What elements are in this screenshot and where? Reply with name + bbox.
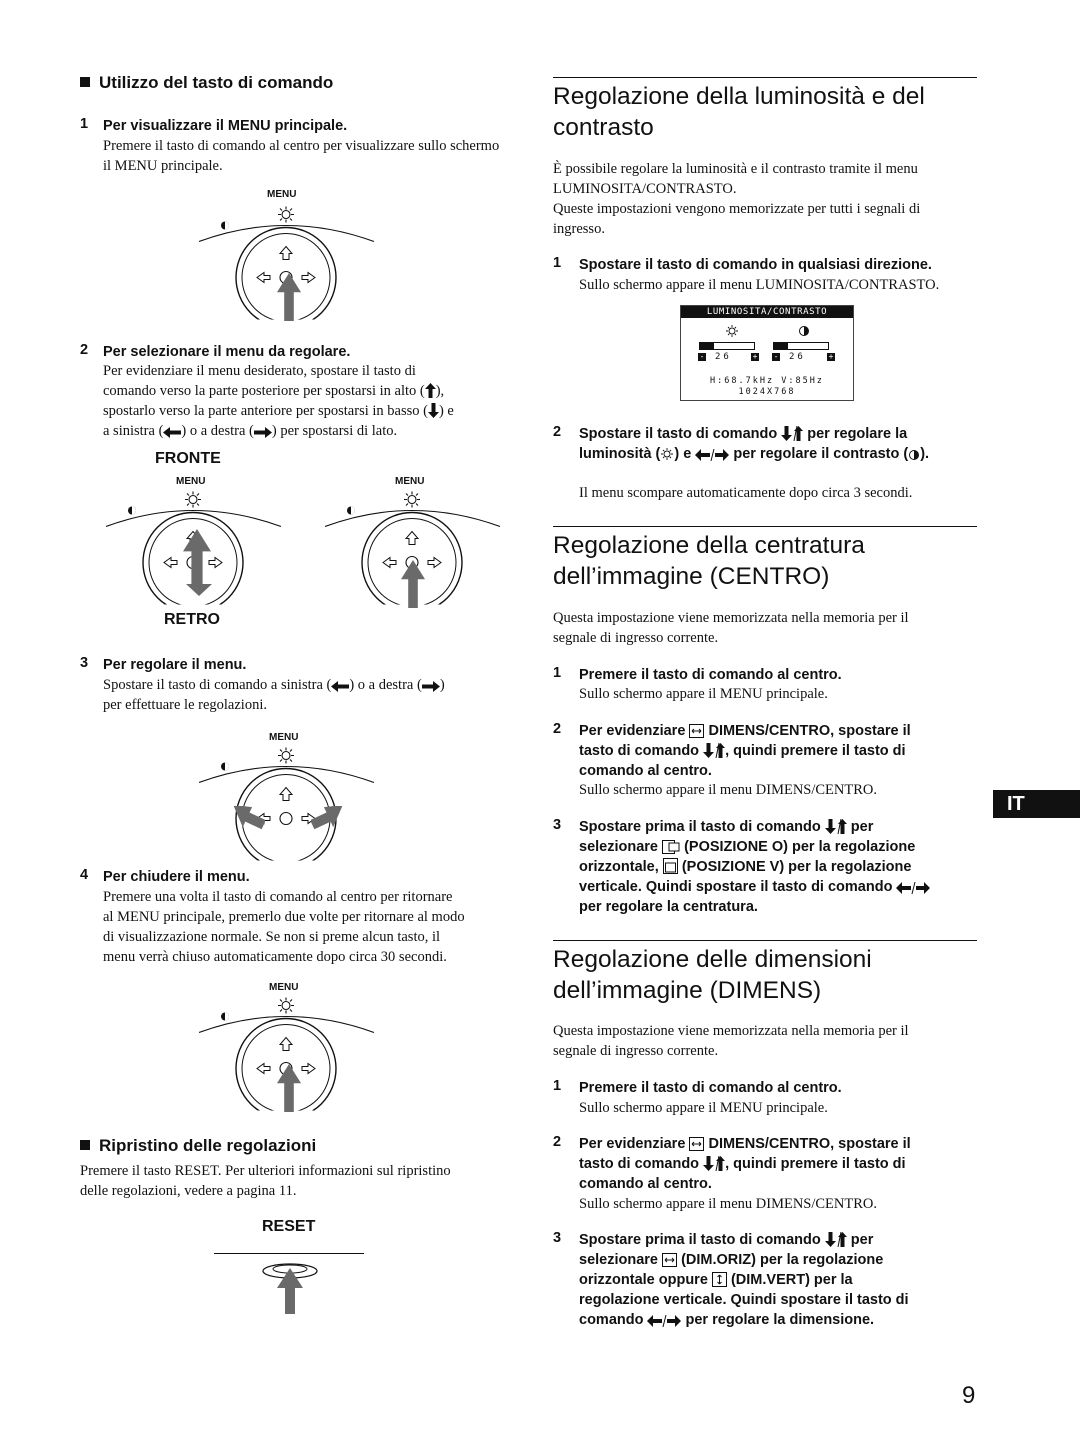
- arrow-left-icon: [163, 427, 181, 438]
- contrast-level-bar: [773, 342, 829, 350]
- brightness-level-fill: [700, 343, 714, 349]
- brightness-value: 26: [715, 352, 732, 362]
- step-title: Per evidenziare DIMENS/CENTRO, spostare il tasto di comando , quindi premere il tasto di comando al centro.: [579, 1136, 911, 1192]
- arrow-right-icon: [422, 681, 440, 692]
- arrow-up-icon: [425, 383, 436, 398]
- step-number: 3: [553, 817, 562, 833]
- contrast-level-fill: [774, 343, 788, 349]
- minus-icon: -: [773, 352, 779, 361]
- contrast-value: 26: [789, 352, 806, 362]
- panel-edge-line: [214, 1253, 364, 1254]
- arrow-left-right-icon: [647, 1315, 681, 1327]
- reset-label: RESET: [262, 1218, 316, 1235]
- arrow-right-icon: [311, 806, 347, 836]
- osd-brightness-contrast-menu: [680, 305, 854, 401]
- section-rule: [553, 940, 977, 941]
- section-rule: [553, 77, 977, 78]
- plus-icon: +: [828, 352, 834, 361]
- step-number: 4: [80, 867, 89, 883]
- step-title: Premere il tasto di comando al centro.: [579, 1080, 842, 1096]
- arrow-down-icon: [186, 584, 212, 596]
- step-title: Per regolare il menu.: [103, 657, 247, 673]
- arrow-left-right-icon: [695, 449, 729, 461]
- arrow-left-right-icon: [896, 882, 930, 894]
- step-number: 3: [553, 1230, 562, 1246]
- arrow-up-icon: [276, 273, 302, 321]
- size-center-icon: [689, 724, 704, 738]
- step-title: Premere il tasto di comando al centro.: [579, 667, 842, 683]
- arrow-up-icon: [183, 522, 211, 592]
- step-title: Per chiudere il menu.: [103, 869, 250, 885]
- step-title: Per visualizzare il MENU principale.: [103, 118, 348, 134]
- arrow-down-up-icon: [825, 1232, 847, 1247]
- step-number: 2: [553, 424, 562, 440]
- v-position-icon: [663, 858, 678, 874]
- step-title: Spostare il tasto di comando in qualsiasi direzione.: [579, 257, 932, 273]
- centering-intro: Questa impostazione viene memorizzata nella memoria per il segnale di ingresso corrente.: [553, 610, 909, 646]
- arrow-down-icon: [428, 403, 439, 418]
- step-body: Premere il tasto di comando al centro per visualizzare sullo schermo il MENU principale.: [103, 138, 500, 174]
- brightness-intro: È possibile regolare la luminosità e il contrasto tramite il menu LUMINOSITA/CONTRASTO. Queste impostazioni vengono memorizzate per tutti i segnali di ingresso.: [553, 161, 921, 237]
- retro-label: RETRO: [164, 611, 220, 628]
- contrast-icon: [798, 325, 810, 337]
- step-number: 2: [553, 1134, 562, 1150]
- arrow-left-icon: [229, 806, 265, 836]
- plus-icon: +: [752, 352, 758, 361]
- menu-label: MENU: [176, 476, 206, 487]
- arrow-down-up-icon: [703, 743, 725, 758]
- brightness-icon: [725, 324, 739, 338]
- step-body: Il menu scompare automaticamente dopo circa 3 secondi.: [579, 485, 913, 501]
- bullet-square-icon: [80, 1140, 90, 1150]
- step-number: 2: [553, 721, 562, 737]
- fronte-label: FRONTE: [155, 450, 221, 467]
- joystick-press-center-illustration: [199, 187, 379, 322]
- step-number: 1: [80, 116, 89, 132]
- step-title: Per selezionare il menu da regolare.: [103, 344, 351, 360]
- osd-frequency: H:68.7kHz V:85Hz: [710, 376, 824, 386]
- arrow-down-up-icon: [703, 1156, 725, 1171]
- heading-centering: Regolazione della centratura dell’immagine (CENTRO): [553, 532, 865, 590]
- step-title: Spostare prima il tasto di comando per selezionare (POSIZIONE O) per la regolazione orizzontale, (POSIZIONE V) per la regolazione verticale. Quindi spostare il tasto di comando per regolare la centratura.: [579, 817, 989, 917]
- contrast-icon: [908, 449, 920, 461]
- reset-description: Premere il tasto RESET. Per ulteriori informazioni sul ripristino delle regolazioni, vedere a pagina 11.: [80, 1163, 451, 1199]
- minus-icon: -: [699, 352, 705, 361]
- step-title: Spostare il tasto di comando per regolare la luminosità ( ) e per regolare il contrasto ( ).: [579, 426, 930, 462]
- joystick-move-sideways-illustration: [199, 728, 379, 863]
- step-body: Sullo schermo appare il menu DIMENS/CENTRO.: [579, 782, 878, 798]
- arrow-down-up-icon: [781, 426, 803, 441]
- step-title: Per evidenziare DIMENS/CENTRO, spostare il tasto di comando , quindi premere il tasto di comando al centro.: [579, 723, 911, 779]
- page-number: 9: [962, 1382, 976, 1409]
- heading-brightness-contrast: Regolazione della luminosità e del contrasto: [553, 83, 925, 141]
- brightness-level-bar: [699, 342, 755, 350]
- joystick-move-down-illustration: [106, 472, 286, 607]
- step-body: Spostare il tasto di comando a sinistra ( ) o a destra ( ) per effettuare le regolazioni.: [103, 677, 445, 713]
- step-number: 3: [80, 655, 89, 671]
- bullet-square-icon: [80, 77, 90, 87]
- menu-label: MENU: [269, 982, 299, 993]
- reset-button-illustration: [258, 1258, 322, 1314]
- menu-label: MENU: [395, 476, 425, 487]
- section-rule: [553, 526, 977, 527]
- arrow-left-icon: [331, 681, 349, 692]
- brightness-icon: [660, 447, 674, 461]
- heading-size: Regolazione delle dimensioni dell’immagine (DIMENS): [553, 946, 872, 1004]
- menu-label: MENU: [269, 732, 299, 743]
- h-position-icon: [662, 840, 680, 854]
- section-heading-reset: Ripristino delle regolazioni: [80, 1136, 316, 1156]
- v-size-icon: [712, 1272, 727, 1287]
- step-body: Sullo schermo appare il MENU principale.: [579, 686, 828, 702]
- size-intro: Questa impostazione viene memorizzata nella memoria per il segnale di ingresso corrente.: [553, 1023, 909, 1059]
- arrow-down-up-icon: [825, 819, 847, 834]
- osd-resolution: 1024X768: [738, 387, 796, 397]
- menu-label: MENU: [267, 189, 297, 200]
- section-heading-joystick: Utilizzo del tasto di comando: [80, 73, 333, 93]
- step-number: 1: [553, 665, 562, 681]
- osd-title: LUMINOSITA/CONTRASTO: [681, 306, 853, 318]
- arrow-right-icon: [254, 427, 272, 438]
- step-body: Per evidenziare il menu desiderato, spostare il tasto di comando verso la parte posteriore per spostarsi in alto ( ), spostarlo verso la parte anteriore per spostarsi in basso ( ) e a sinistra ( ) o a destra ( ) per spostarsi di lato.: [103, 363, 454, 439]
- step-number: 1: [553, 255, 562, 271]
- step-body: Sullo schermo appare il menu LUMINOSITA/CONTRASTO.: [579, 277, 940, 293]
- step-body: Sullo schermo appare il menu DIMENS/CENTRO.: [579, 1196, 878, 1212]
- step-number: 1: [553, 1078, 562, 1094]
- step-body: Premere una volta il tasto di comando al centro per ritornare al MENU principale, premerlo due volte per ritornare al modo di visualizzazione normale. Se non si preme alcun tasto, il menu verrà chiuso automaticamente dopo circa 30 secondi.: [103, 889, 465, 965]
- h-size-icon: [662, 1253, 677, 1267]
- step-number: 2: [80, 342, 89, 358]
- step-title: Spostare prima il tasto di comando per selezionare (DIM.ORIZ) per la regolazione orizzontale oppure (DIM.VERT) per la regolazione verticale. Quindi spostare il tasto di comando per regolare la dimensione.: [579, 1232, 909, 1328]
- arrow-up-icon: [276, 1064, 302, 1112]
- joystick-move-up-illustration: [325, 472, 505, 607]
- step-body: Sullo schermo appare il MENU principale.: [579, 1100, 828, 1116]
- joystick-press-center-illustration: [199, 978, 379, 1113]
- language-tab: IT: [993, 790, 1080, 818]
- size-center-icon: [689, 1137, 704, 1151]
- arrow-up-icon: [399, 560, 427, 608]
